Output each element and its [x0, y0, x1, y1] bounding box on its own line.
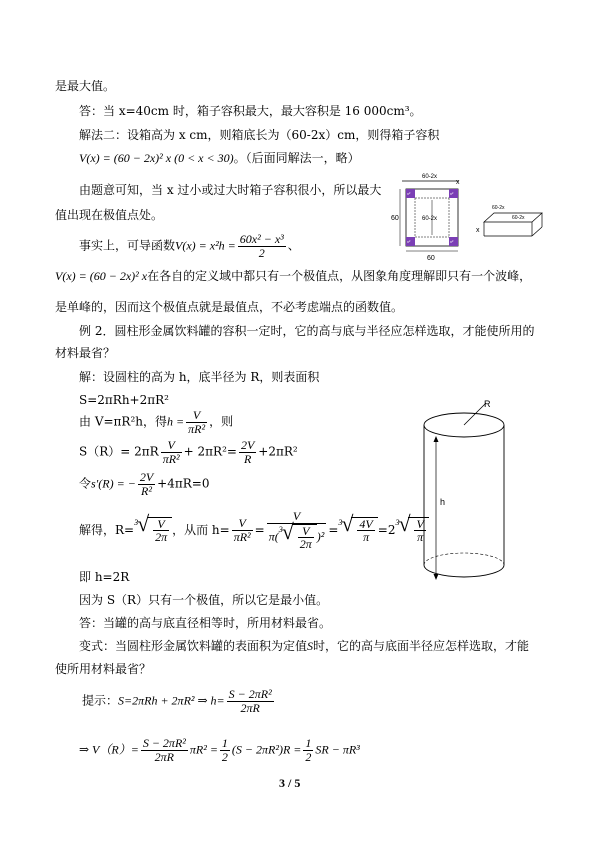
fraction-denominator: πR²: [233, 529, 251, 544]
top-label: 60-2x: [422, 174, 438, 180]
arrow-down: [434, 574, 439, 580]
text-line-4: [79, 152, 360, 164]
text-line-11: 材料最省？: [55, 346, 116, 360]
text-line-16: [79, 471, 209, 497]
text-segment: 时，它的高与底面半径应怎样选取，才能: [313, 639, 530, 653]
volume-function-formula: V(x) = (60 − 2x)² x (0 < x < 30): [79, 151, 234, 165]
text-segment: +4πR=0: [157, 476, 210, 491]
text-segment: + 2πR²=: [183, 444, 237, 459]
text-segment: =: [328, 522, 339, 537]
text-line-7: [79, 233, 300, 259]
hint-formula: S=2πRh + 2πR² ⇒ h=: [118, 693, 225, 708]
fraction-numerator: 1: [221, 736, 228, 750]
root-index: 3: [338, 517, 343, 527]
cube-root: [338, 510, 377, 545]
fraction-denominator: 2πR: [240, 700, 260, 715]
fraction-numerator: 2V: [240, 438, 255, 452]
fraction: [298, 525, 314, 551]
arrow-up: [434, 436, 439, 442]
formula-lhs: h =: [167, 414, 185, 429]
page-number: 3 / 5: [279, 776, 301, 790]
root-index: 3: [395, 517, 400, 527]
box-top-label: 60-2x: [492, 205, 505, 211]
text-segment: πR² =: [189, 742, 218, 757]
text-line-1: 是最大值。: [55, 79, 116, 93]
fraction-denominator: π: [363, 530, 370, 545]
example-2-title: 例 2．圆柱形金属饮料罐的容积一定时，它的高与底与半径应怎样选取，才能使所用的: [79, 324, 535, 338]
fraction-denominator: πR²: [162, 451, 180, 466]
root-index: 3: [278, 524, 283, 534]
fraction: [239, 439, 256, 465]
radical-sign: √: [398, 510, 411, 536]
height-label: h: [440, 497, 446, 507]
fraction-denominator: 2π: [155, 530, 168, 545]
box-edge: [532, 227, 542, 236]
fraction-denominator: 2πR: [154, 749, 175, 764]
volume-function-formula-2: V(x) = (60 − 2x)² x: [55, 269, 148, 283]
cylinder-figure: [410, 395, 520, 595]
radical-sign: √: [281, 518, 294, 544]
text-line-19: 因为 S（R）只有一个极值，所以它是最小值。: [79, 593, 329, 607]
fraction-numerator: S − 2πR²: [142, 736, 186, 750]
text-line-9: 是单峰的，因而这个极值点就是最值点，不必考虑端点的函数值。: [55, 300, 404, 314]
radical-sign: √: [341, 510, 354, 536]
fraction: [141, 737, 188, 763]
fraction: [232, 517, 253, 543]
text-segment: 令: [79, 476, 92, 491]
text-line-2: 答：当 x=40cm 时，箱子容积最大，最大容积是 16 000cm³。: [79, 104, 422, 118]
fraction-numerator: V: [267, 510, 327, 524]
text-segment: ⇒ V（R）=: [79, 742, 139, 757]
text-segment: (S − 2πR²)R =: [231, 742, 302, 757]
corner-mark: x²: [407, 239, 411, 244]
fraction: [238, 233, 286, 259]
fraction: [153, 518, 169, 544]
radius-label: R: [484, 399, 491, 409]
cube-root: [134, 510, 172, 545]
corner-x-label: x: [456, 179, 460, 186]
fraction-denominator: π: [417, 530, 424, 545]
fraction: [220, 737, 230, 763]
fraction-denominator: 2π: [299, 537, 312, 552]
fraction-numerator: V: [232, 517, 253, 531]
fraction-numerator: 60x² − x³: [239, 232, 284, 246]
text-line-5: 由题意可知，当 x 过小或过大时箱子容积很小，所以最大: [79, 183, 382, 197]
text-segment: 事实上，可导函数: [79, 238, 176, 253]
fraction: [303, 737, 313, 763]
text-line-12: 解：设圆柱的高为 h，底半径为 R，则表面积: [79, 370, 320, 384]
root-index: 3: [134, 517, 139, 527]
fraction-numerator: 2V: [139, 470, 154, 484]
fraction-numerator: 4V: [359, 516, 373, 531]
text-line-8: [55, 270, 531, 282]
fraction-numerator: 1: [305, 736, 312, 750]
inner-label: 60-2x: [422, 216, 438, 222]
text-segment: )²: [316, 528, 325, 543]
bottom-label: 60: [427, 255, 435, 262]
box-height-label: x: [476, 227, 480, 234]
fraction: [138, 471, 155, 497]
fraction-denominator: 2: [221, 749, 228, 764]
fraction-denominator: πR²: [188, 421, 206, 436]
fraction-denominator: [267, 518, 327, 552]
text-line-14: [79, 409, 233, 435]
text-segment: 在各自的定义域中都只有一个极值点，从图象角度理解即只有一个波峰，: [147, 269, 532, 283]
fraction: [227, 688, 274, 714]
text-segment: ，从而 h=: [172, 522, 230, 537]
text-segment: π(: [268, 528, 279, 543]
text-segment: ，则: [209, 414, 234, 429]
fraction-numerator: V: [298, 525, 314, 539]
variable-s: S: [307, 639, 314, 653]
text-line-15: [79, 439, 298, 465]
fraction-numerator: V: [161, 439, 182, 453]
fraction: [186, 409, 207, 435]
fraction-numerator: V: [416, 516, 424, 531]
fraction: [267, 510, 327, 551]
radical-sign: √: [137, 510, 150, 536]
text-line-20: 答：当罐的高与底直径相等时，所用材料最省。: [79, 616, 332, 630]
surface-area-formula: S=2πRh+2πR²: [79, 393, 169, 407]
derivable-function-formula: V(x) = x²h =: [175, 238, 236, 253]
text-segment: =: [254, 522, 265, 537]
text-segment: 解得，R=: [79, 522, 135, 537]
corner-mark: x²: [450, 191, 454, 196]
text-segment: 变式：当圆柱形金属饮料罐的表面积为定值: [79, 639, 308, 653]
left-label: 60: [391, 215, 399, 222]
fraction-denominator: R²: [141, 483, 152, 498]
text-segment: =2: [377, 522, 396, 537]
text-segment: S（R）= 2πR: [79, 444, 159, 459]
corner-mark: x²: [407, 191, 411, 196]
text-line-3: 解法二：设箱高为 x cm，则箱底长为（60-2x）cm，则得箱子容积: [79, 128, 440, 142]
cube-root: [278, 518, 317, 552]
text-line-17: [79, 510, 429, 551]
text-note: 。（后面同解法一，略）: [233, 151, 360, 165]
box-side-label: 60-2x: [512, 215, 525, 221]
text-segment: SR − πR³: [315, 742, 360, 757]
text-line-22: 使所用材料最省？: [55, 662, 152, 676]
fraction-numerator: S − 2πR²: [228, 687, 272, 701]
variant-question: [79, 640, 529, 652]
fraction-numerator: V: [153, 518, 169, 532]
text-line-18: 即 h=2R: [79, 570, 130, 584]
text-line-6: 值出现在极值点处。: [55, 208, 164, 222]
text-segment: 、: [287, 238, 300, 253]
hint-line: [82, 688, 276, 714]
fraction-denominator: 2: [305, 749, 312, 764]
fraction-denominator: R: [243, 451, 252, 466]
fraction: [161, 439, 182, 465]
box-figure: [388, 168, 548, 268]
fraction: [357, 518, 374, 544]
text-segment: 由 V=πR²h，得: [79, 414, 167, 429]
corner-mark: x²: [450, 239, 454, 244]
text-segment: +2πR²: [258, 444, 298, 459]
volume-derivation-line: [79, 737, 360, 763]
text-segment: 提示：: [82, 693, 119, 708]
fraction-denominator: 2: [258, 245, 265, 260]
fraction-numerator: V: [186, 409, 207, 423]
formula-lhs: s′(R) = −: [91, 476, 136, 491]
